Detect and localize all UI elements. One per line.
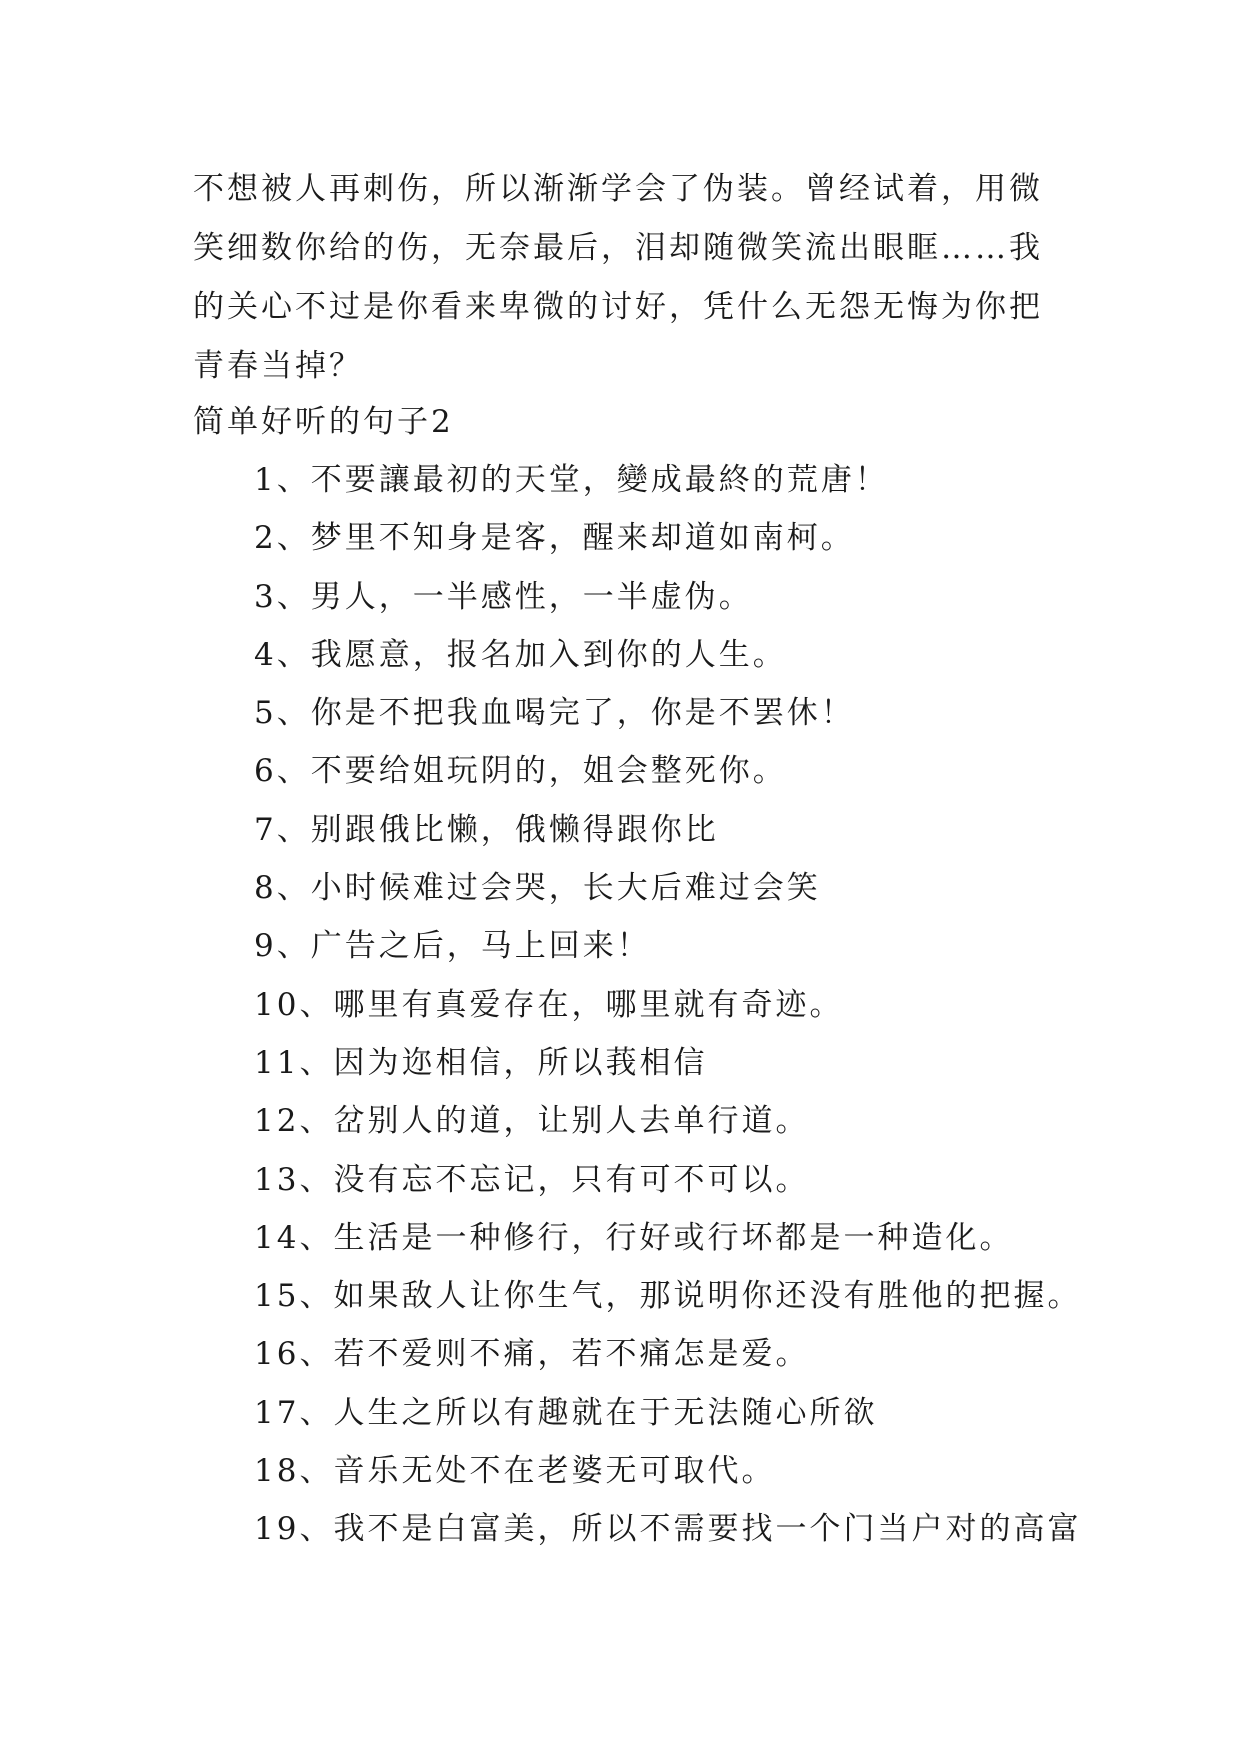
list-item: 16、若不爱则不痛，若不痛怎是爱。: [254, 1336, 810, 1373]
list-item: 2、梦里不知身是客，醒来却道如南柯。: [254, 520, 855, 557]
list-item: 17、人生之所以有趣就在于无法随心所欲: [254, 1394, 878, 1431]
list-item: 3、男人，一半感性，一半虚伪。: [254, 578, 753, 615]
intro-paragraph: 不想被人再刺伤，所以渐渐学会了伪装。曾经试着，用微笑细数你给的伤，无奈最后，泪却随微笑流出眼眶……我的关心不过是你看来卑微的讨好，凭什么无怨无悔为你把青春当掉？: [193, 171, 1043, 384]
list-item: 15、如果敌人让你生气，那说明你还没有胜他的把握。: [254, 1278, 1082, 1315]
sentence-list: [254, 451, 1081, 1559]
list-item: 5、你是不把我血喝完了，你是不罢休！: [254, 695, 855, 732]
list-item: 1、不要讓最初的天堂，變成最終的荒唐！: [254, 462, 889, 498]
list-item: 10、哪里有真爱存在，哪里就有奇迹。: [254, 986, 844, 1023]
list-item: 6、不要给姐玩阴的，姐会整死你。: [254, 753, 787, 790]
list-item: 18、音乐无处不在老婆无可取代。: [254, 1453, 776, 1490]
list-item: 4、我愿意，报名加入到你的人生。: [254, 636, 787, 673]
list-item: 11、因为迩相信，所以莪相信: [254, 1044, 708, 1081]
list-item: 14、生活是一种修行，行好或行坏都是一种造化。: [254, 1219, 1014, 1256]
list-item: 19、我不是白富美，所以不需要找一个门当户对的高富: [254, 1511, 1082, 1548]
list-item: 9、广告之后，马上回来！: [254, 928, 651, 965]
list-item: 12、岔别人的道，让别人去单行道。: [254, 1103, 810, 1140]
list-item: 13、没有忘不忘记，只有可不可以。: [254, 1161, 810, 1198]
list-item: 8、小时候难过会哭，长大后难过会笑: [254, 870, 821, 907]
section-heading: 简单好听的句子2: [193, 404, 454, 440]
list-item: 7、别跟俄比懒，俄懒得跟你比: [254, 811, 719, 848]
